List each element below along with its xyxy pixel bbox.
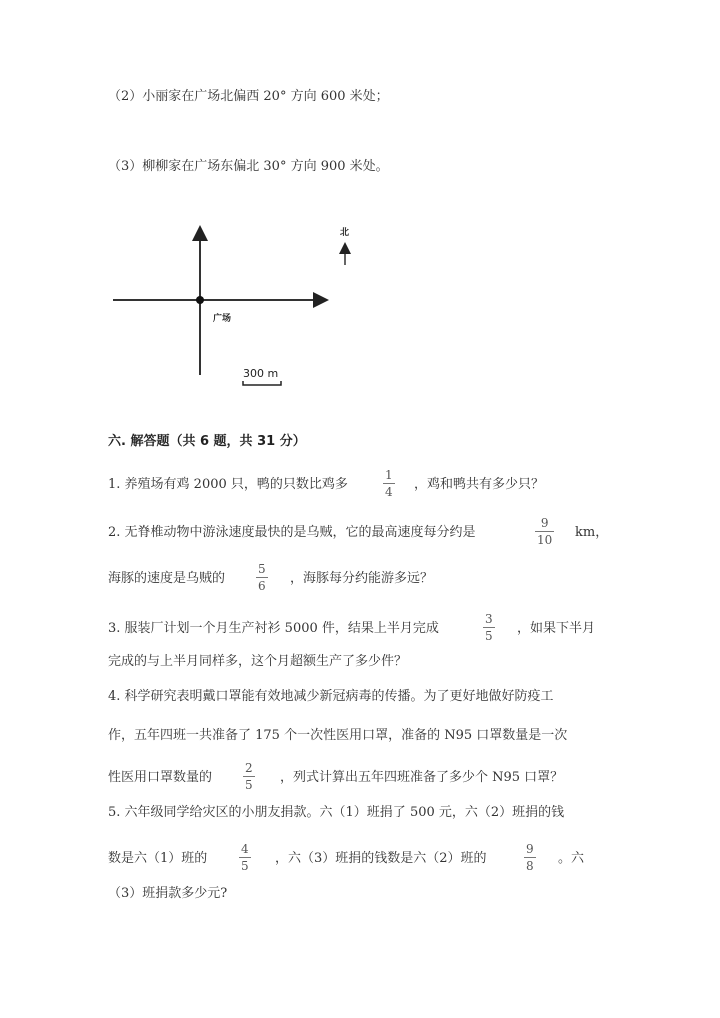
q5-text-d: 。六 <box>558 851 585 866</box>
q3-text-a: 3. 服装厂计划一个月生产衬衫 5000 件，结果上半月完成 <box>108 621 439 636</box>
q5-text-b: 数是六（1）班的 <box>108 851 208 866</box>
denominator: 5 <box>485 629 493 643</box>
q2-fraction-2 <box>256 562 268 593</box>
denominator: 4 <box>385 485 393 499</box>
q2-text-a: 2. 无脊椎动物中游泳速度最快的是乌贼，它的最高速度每分约是 <box>108 525 476 540</box>
q5-fraction-1 <box>239 842 251 873</box>
q3-text-b: ，如果下半月 <box>517 621 596 636</box>
numerator: 2 <box>245 761 253 775</box>
numerator: 9 <box>540 516 549 530</box>
numerator: 5 <box>258 562 266 576</box>
numerator: 4 <box>241 842 249 856</box>
direction-diagram <box>100 215 370 395</box>
numerator: 9 <box>526 842 534 856</box>
q2-text-c: 海豚的速度是乌贼的 <box>108 571 226 586</box>
axes <box>113 229 325 375</box>
plaza-point <box>196 296 204 304</box>
north-label: 北 <box>340 228 350 238</box>
q1-text-b: ，鸡和鸭共有多少只？ <box>414 477 545 492</box>
scale-bar <box>243 367 281 385</box>
q2-unit: km， <box>575 525 609 540</box>
q2-fraction-1 <box>535 516 554 547</box>
q5-text-a: 5. 六年级同学给灾区的小朋友捐款。六（1）班捐了 500 元，六（2）班捐的钱 <box>108 805 565 820</box>
q5-text-c: ，六（3）班捐的钱数是六（2）班的 <box>275 851 487 866</box>
numerator: 1 <box>385 468 393 482</box>
q2-text-d: ，海豚每分约能游多远？ <box>290 571 434 586</box>
q5-fraction-2 <box>524 842 536 873</box>
section-title: 六. 解答题（共 6 题，共 31 分） <box>108 434 306 449</box>
q3-fraction <box>483 612 495 643</box>
q4-text-c: 性医用口罩数量的 <box>108 770 213 785</box>
q4-fraction <box>243 761 255 792</box>
numerator: 3 <box>485 612 493 626</box>
item-2-text: （2）小丽家在广场北偏西 20° 方向 600 米处； <box>108 89 389 104</box>
q5-text-e: （3）班捐款多少元? <box>108 886 228 901</box>
scale-label: 300 m <box>243 367 279 380</box>
plaza-label: 广场 <box>213 314 232 324</box>
q3-text-c: 完成的与上半月同样多，这个月超额生产了多少件？ <box>108 654 408 669</box>
denominator: 10 <box>537 533 553 547</box>
denominator: 5 <box>245 778 253 792</box>
denominator: 6 <box>258 579 266 593</box>
q1-text-a: 1. 养殖场有鸡 2000 只，鸭的只数比鸡多 <box>108 477 348 492</box>
denominator: 8 <box>526 859 534 873</box>
q4-text-b: 作，五年四班一共准备了 175 个一次性医用口罩，准备的 N95 口罩数量是一次 <box>108 728 568 743</box>
q4-text-d: ，列式计算出五年四班准备了多少个 N95 口罩？ <box>280 770 564 785</box>
q1-fraction <box>383 468 395 499</box>
north-indicator <box>340 226 349 265</box>
item-3-text: （3）柳柳家在广场东偏北 30° 方向 900 米处。 <box>108 159 389 174</box>
q4-text-a: 4. 科学研究表明戴口罩能有效地减少新冠病毒的传播。为了更好地做好防疫工 <box>108 689 554 704</box>
denominator: 5 <box>241 859 249 873</box>
